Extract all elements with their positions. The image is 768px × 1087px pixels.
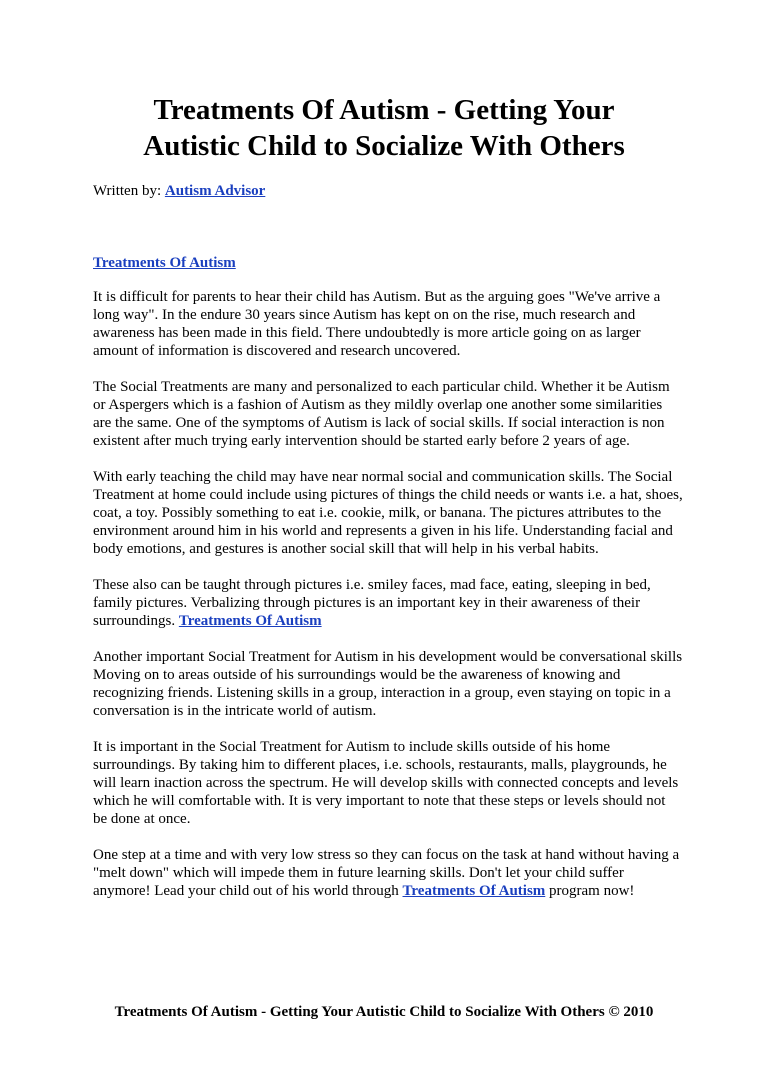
paragraph-6: It is important in the Social Treatment for Autism to include skills outside of his home surroundings. By taking him to different places, i.e. schools, restaurants, malls, playgrounds, he will learn inaction across the spectrum. He will develop skills with connected concepts and levels which he will comfortable with. It is very important to note that these steps or levels should not be done at once. bbox=[93, 739, 679, 827]
paragraph-7-text: One step at a time and with very low stress so they can focus on the task at hand without having a "melt down" which will impede them in future learning skills. Don't let your child suffer anymore! Lead your child out of his world through bbox=[93, 847, 680, 899]
paragraph-7 bbox=[93, 846, 683, 900]
section-heading-link[interactable]: Treatments Of Autism bbox=[93, 255, 236, 271]
inline-treatments-link-2[interactable]: Treatments Of Autism bbox=[402, 883, 546, 899]
paragraph-5: Another important Social Treatment for Autism in his development would be conversational skills Moving on to areas outside of his surroundings would be the awareness of knowing and recognizing friends. Listening skills in a group, interaction in a group, even staying on topic in a conversation is in the intricate world of autism. bbox=[93, 649, 683, 719]
article-body bbox=[93, 288, 683, 918]
paragraph-2: The Social Treatments are many and personalized to each particular child. Whether it be Autism or Aspergers which is a fashion of Autism as they mildly overlap one another some similarities are the same. One of the symptoms of Autism is lack of social skills. If social interaction is non existent after much trying early intervention should be started early before 2 years of age. bbox=[93, 379, 670, 449]
author-link[interactable]: Autism Advisor bbox=[164, 183, 266, 199]
page-footer: Treatments Of Autism - Getting Your Autistic Child to Socialize With Others © 2010 bbox=[114, 1004, 654, 1020]
title-line-1: Treatments Of Autism - Getting Your bbox=[153, 94, 615, 126]
paragraph-3: With early teaching the child may have near normal social and communication skills. The Social Treatment at home could include using pictures of things the child needs or wants i.e. a hat, shoes, coat, a toy. Possibly something to eat i.e. cookie, milk, or banana. The pictures attributes to the environment around him in his world and represents a given in his life. Understanding facial and body emotions, and gestures is another social skill that will help in his verbal habits. bbox=[93, 469, 683, 557]
paragraph-4-text: These also can be taught through pictures i.e. smiley faces, mad face, eating, sleeping in bed, family pictures. Verbalizing through pictures is an important key in their awareness of their surroundings. bbox=[93, 577, 651, 629]
paragraph-4 bbox=[93, 576, 683, 630]
paragraph-7-tail: program now! bbox=[545, 883, 635, 899]
page-title bbox=[0, 92, 768, 164]
title-line-2: Autistic Child to Socialize With Others bbox=[143, 130, 625, 162]
byline bbox=[93, 181, 265, 201]
inline-treatments-link-1[interactable]: Treatments Of Autism bbox=[178, 613, 322, 629]
section-heading bbox=[93, 253, 236, 273]
paragraph-1: It is difficult for parents to hear their child has Autism. But as the arguing goes "We've arrive a long way". In the endure 30 years since Autism has kept on on the rise, much research and awareness has been made in this field. There undoubtedly is more article going on as larger amount of information is discovered and research uncovered. bbox=[93, 289, 661, 359]
byline-label: Written by: bbox=[93, 183, 165, 199]
